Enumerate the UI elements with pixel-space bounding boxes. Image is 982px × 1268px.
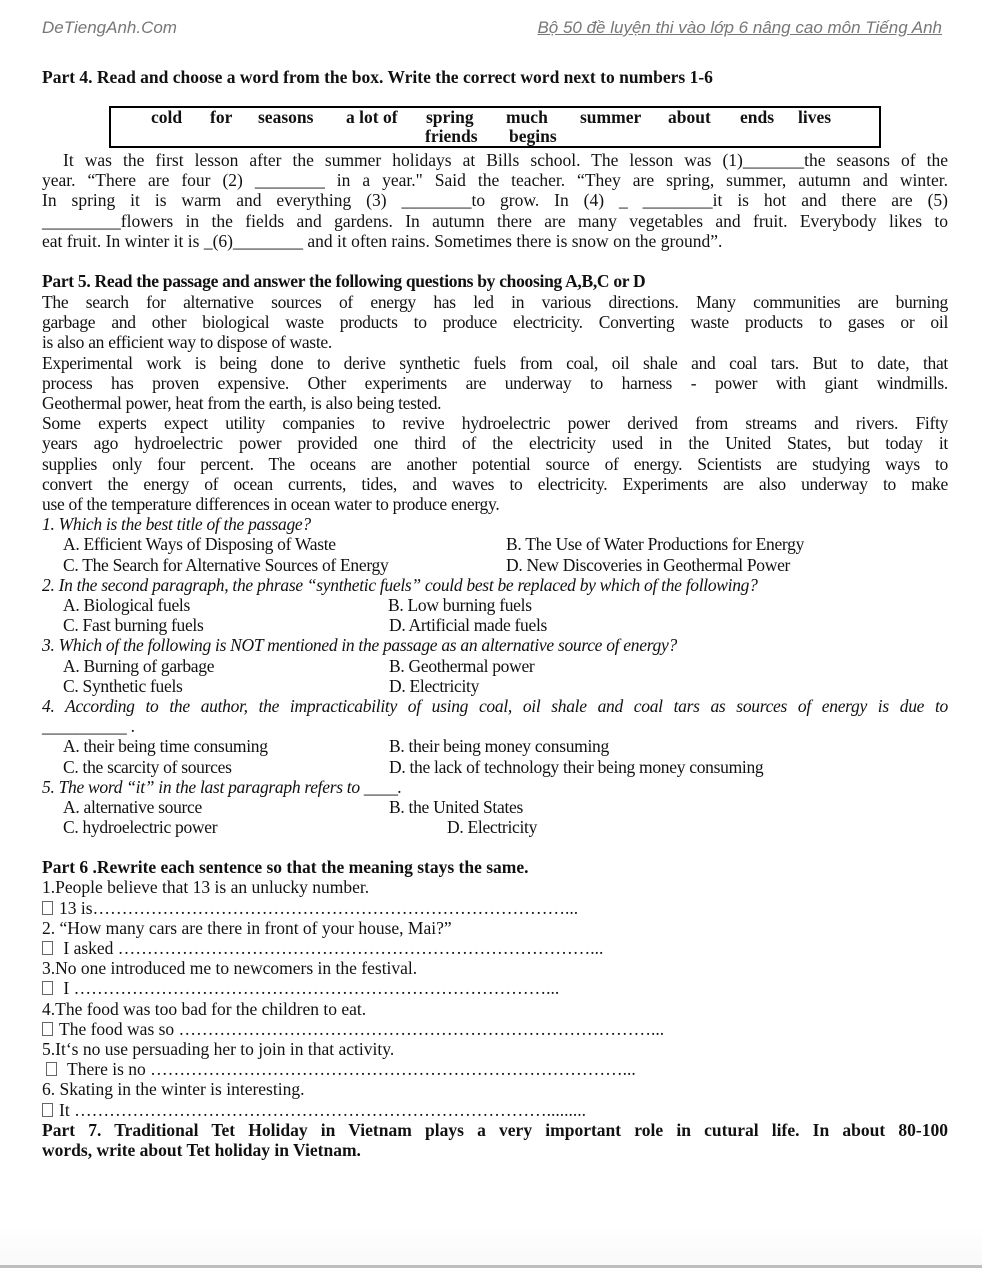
part5-line: Experimental work is being done to derive synthetic fuels from coal, oil shale and coal tars. But to date, that	[42, 352, 948, 373]
option-d[interactable]: D. the lack of technology their being money consuming	[389, 756, 764, 777]
arrow-icon	[42, 1022, 53, 1036]
option-a[interactable]: A. Biological fuels	[63, 595, 190, 616]
part4-line: eat fruit. In winter it is _(6)________ and it often rains. Sometimes there is snow on the ground”.	[42, 230, 723, 251]
question-2	[42, 575, 948, 636]
word-ends: ends	[740, 107, 775, 127]
option-b[interactable]: B. their being money consuming	[389, 736, 609, 757]
option-c[interactable]: C. Fast burning fuels	[63, 615, 204, 636]
question-4	[42, 696, 948, 777]
option-c[interactable]: C. hydroelectric power	[63, 817, 218, 838]
word-a-lot-of: a lot of	[346, 107, 398, 127]
option-a[interactable]: A. their being time consuming	[63, 736, 268, 757]
word-about: about	[668, 107, 711, 127]
option-a[interactable]: A. alternative source	[63, 796, 202, 817]
rewrite-sentence: 6. Skating in the winter is interesting.	[42, 1079, 305, 1100]
word-for: for	[210, 107, 233, 127]
part5-line: process has proven expensive. Other experiments are underway to harness - power with giant windmills.	[42, 372, 948, 393]
arrow-icon	[42, 941, 53, 955]
option-d[interactable]: D. Electricity	[447, 817, 538, 838]
rewrite-answer-line[interactable]: 13 is………………………………………………………………………...	[59, 897, 579, 918]
word-spring: spring	[426, 107, 474, 127]
part5-line: garbage and other biological waste products to produce electricity. Converting waste products to gases or oil	[42, 312, 948, 333]
option-b[interactable]: B. Low burning fuels	[388, 595, 532, 616]
part4-passage	[42, 150, 948, 251]
rewrite-answer-line[interactable]: I ………………………………………………………………………...	[59, 978, 560, 999]
part4-line: It was the first lesson after the summer holidays at Bills school. The lesson was (1)_______the seasons of the	[63, 150, 948, 170]
part7-prompt-line2: words, write about Tet holiday in Vietnam.	[42, 1139, 361, 1160]
part5-line: Geothermal power, heat from the earth, is also being tested.	[42, 393, 442, 414]
question-text: 2. In the second paragraph, the phrase “synthetic fuels” could best be replaced by which of the following?	[42, 574, 758, 595]
rewrite-sentence: 3.No one introduced me to newcomers in the festival.	[42, 958, 418, 979]
worksheet-body	[42, 66, 948, 1160]
document-title-link[interactable]: Bộ 50 đề luyện thi vào lớp 6 nâng cao môn Tiếng Anh	[537, 18, 942, 37]
arrow-icon	[46, 1062, 57, 1076]
rewrite-answer-line[interactable]: There is no ………………………………………………………………………...	[63, 1059, 636, 1080]
word-lives: lives	[798, 107, 832, 127]
option-d[interactable]: D. Artificial made fuels	[389, 615, 548, 636]
option-d[interactable]: D. New Discoveries in Geothermal Power	[506, 554, 791, 575]
option-c[interactable]: C. The Search for Alternative Sources of Energy	[63, 554, 389, 575]
rewrite-sentence: 4.The food was too bad for the children to eat.	[42, 998, 367, 1019]
question-text: 3. Which of the following is NOT mentioned in the passage as an alternative source of energy?	[42, 635, 677, 656]
question-text: 4. According to the author, the impracticability of using coal, oil shale and coal tars as sources of energy is due to	[42, 695, 948, 716]
option-b[interactable]: B. Geothermal power	[389, 655, 535, 676]
part5-line: convert the energy of ocean currents, tides, and waves to electricity. Experiments are also underway to make	[42, 473, 948, 494]
rewrite-sentence: 5.It‘s no use persuading her to join in that activity.	[42, 1038, 395, 1059]
part5-line: Some experts expect utility companies to revive hydroelectric power derived from streams and rivers. Fifty	[42, 413, 948, 434]
option-b[interactable]: B. The Use of Water Productions for Energy	[506, 534, 805, 555]
question-1	[42, 514, 948, 575]
option-a[interactable]: A. Efficient Ways of Disposing of Waste	[63, 534, 336, 555]
rewrite-sentence: 2. “How many cars are there in front of your house, Mai?”	[42, 917, 452, 938]
option-c[interactable]: C. the scarcity of sources	[63, 756, 232, 777]
rewrite-sentence: 1.People believe that 13 is an unlucky number.	[42, 877, 370, 898]
part4-line: year. “There are four (2) ________ in a year." Said the teacher. “They are spring, summer, autumn and winter.	[42, 170, 948, 191]
rewrite-answer-line[interactable]: I asked ………………………………………………………………………...	[59, 937, 604, 958]
word-begins: begins	[509, 126, 557, 146]
word-box	[109, 106, 881, 148]
part5-line: supplies only four percent. The oceans are another potential source of energy. Scientists are studying ways to	[42, 453, 948, 474]
rewrite-answer-line[interactable]: The food was so ………………………………………………………………………...	[59, 1018, 665, 1039]
part5-line: is also an efficient way to dispose of waste.	[42, 332, 332, 353]
part4-title: Part 4. Read and choose a word from the box. Write the correct word next to numbers 1-6	[42, 67, 713, 87]
question-text: 1. Which is the best title of the passage?	[42, 514, 311, 535]
question-5	[42, 777, 948, 838]
arrow-icon	[42, 1103, 53, 1117]
part7-prompt-line1: Part 7. Traditional Tet Holiday in Vietnam plays a very important role in cutural life. In about 80-100	[42, 1119, 948, 1140]
question-text: 5. The word “it” in the last paragraph refers to ____.	[42, 776, 402, 797]
part6-items	[42, 877, 948, 1119]
part5-title: Part 5. Read the passage and answer the following questions by choosing A,B,C or D	[42, 271, 646, 292]
option-a[interactable]: A. Burning of garbage	[63, 655, 215, 676]
option-d[interactable]: D. Electricity	[389, 675, 480, 696]
arrow-icon	[42, 901, 53, 915]
option-c[interactable]: C. Synthetic fuels	[63, 675, 183, 696]
part4-line: In spring it is warm and everything (3) ________to grow. In (4) _ ________it is hot and there are (5)	[42, 190, 948, 211]
part5-line: years ago hydroelectric power provided one third of the electricity used in the United States, but today it	[42, 433, 948, 454]
word-much: much	[506, 107, 548, 127]
word-summer: summer	[580, 107, 642, 127]
arrow-icon	[42, 981, 53, 995]
rewrite-answer-line[interactable]: It ……………………………………………………………………….........	[59, 1099, 586, 1120]
site-name: DeTiengAnh.Com	[42, 18, 177, 37]
part5-line: use of the temperature differences in ocean water to produce energy.	[42, 494, 500, 515]
word-friends: friends	[425, 126, 478, 146]
part6-title: Part 6 .Rewrite each sentence so that the meaning stays the same.	[42, 857, 529, 878]
answer-blank: __________ .	[42, 716, 135, 737]
part5-passage	[42, 292, 948, 514]
word-seasons: seasons	[258, 107, 314, 127]
question-3	[42, 635, 948, 696]
option-b[interactable]: B. the United States	[389, 796, 523, 817]
part4-line: _________flowers in the fields and gardens. In autumn there are many vegetables and fruit. Everybody likes to	[42, 210, 948, 231]
word-cold: cold	[151, 107, 183, 127]
part5-line: The search for alternative sources of energy has led in various directions. Many communities are burning	[42, 292, 948, 313]
